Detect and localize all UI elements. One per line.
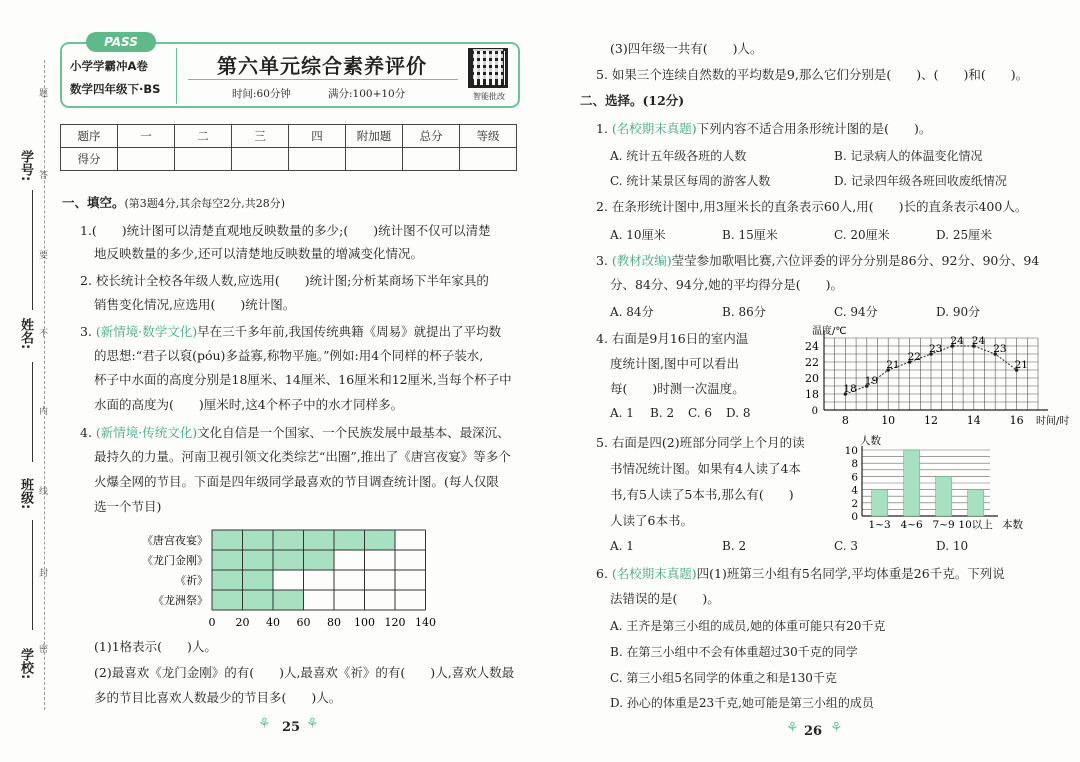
option-b[interactable]: B. 15厘米: [722, 228, 778, 242]
choice-5-line2: 书情况统计图。如果有4人读了4本: [610, 461, 801, 476]
section-2-heading: 二、选择。(12分): [580, 93, 685, 108]
binding-mark: 内: [39, 407, 49, 417]
table-header-cell: 二: [175, 125, 232, 148]
question-2-line1: 2. 校长统计全校各年级人数,应选用( )统计图;分析某商场下半年家具的: [80, 273, 489, 288]
choice-5-line3: 书,有5人读了5本书,那么有( ): [610, 487, 794, 502]
series-name: 小学学霸冲A卷: [70, 59, 148, 73]
tick-label: 120: [384, 616, 406, 629]
tick-label: 10: [881, 414, 896, 427]
data-label: 23: [929, 343, 943, 355]
score-cell[interactable]: [118, 148, 175, 171]
binding-line: [44, 60, 45, 710]
data-label: 19: [864, 375, 879, 387]
question-4-line4: 选一个节目): [94, 499, 162, 514]
table-header-cell: 三: [232, 125, 289, 148]
bar: [904, 450, 920, 516]
question-text: 早在三千多年前,我国传统典籍《周易》就提出了平均数: [197, 324, 502, 339]
title-rule: [188, 79, 458, 80]
tick-label: 10: [844, 445, 858, 457]
reading-bar-chart: [830, 430, 1050, 534]
question-3-line3: 杯子中水面的高度分别是18厘米、14厘米、16厘米和12厘米,当每个杯子中: [94, 372, 512, 387]
question-text: 下列内容不适合用条形统计图的是( )。: [696, 121, 932, 136]
category-label: 10以上: [958, 519, 993, 531]
tick-label: 18: [805, 388, 819, 401]
option-b[interactable]: B. 2: [722, 539, 747, 553]
table-header-cell: 附加题: [346, 125, 403, 148]
tick-label: 20: [805, 372, 819, 385]
score-cell[interactable]: [346, 148, 403, 171]
tick-label: 6: [851, 471, 858, 484]
sprout-icon: ⚘: [306, 716, 319, 732]
choice-6-line1: 6. (名校期末真题)四(1)班第三小组有5名同学,平均体重是26千克。下列说: [596, 566, 1005, 581]
option-c[interactable]: C. 6: [688, 406, 713, 420]
question-3-line2: 的思想:“君子以裒(póu)多益寡,称物平施。”例如:用4个同样的杯子装水,: [94, 348, 484, 363]
question-4-sub2-line2: 多的节目比喜欢人数最少的节目多( )人。: [94, 690, 342, 705]
option-a[interactable]: A. 84分: [610, 305, 654, 319]
binding-mark: 不: [39, 329, 49, 339]
question-4-line1: 4. (新情境·传统文化)文化自信是一个国家、一个民族发展中最基本、最深沉、: [80, 425, 510, 440]
pass-logo: PASS: [86, 32, 156, 52]
table-header-cell: 等级: [460, 125, 517, 148]
question-text: 文化自信是一个国家、一个民族发展中最基本、最深沉、: [197, 425, 510, 440]
table-row: [61, 125, 517, 148]
tick-label: 16: [1009, 414, 1024, 427]
option-c[interactable]: C. 20厘米: [834, 228, 890, 242]
page-title: 第六单元综合素养评价: [217, 54, 427, 78]
section-note: (第3题4分,其余每空2分,共28分): [124, 197, 286, 210]
tick-label: 100: [354, 616, 375, 629]
question-2-line2: 销售变化情况,应选用( )统计图。: [94, 297, 296, 312]
data-label: 24: [971, 335, 986, 347]
category-label: 《龙洲祭》: [153, 594, 208, 607]
tick-label: 8: [851, 458, 858, 471]
category-label: 7~9: [932, 519, 955, 531]
option-d[interactable]: D. 25厘米: [936, 228, 993, 242]
option-d[interactable]: D. 记录四年级各班回收废纸情况: [834, 174, 1007, 188]
tick-label: 0: [811, 406, 818, 417]
option-a[interactable]: A. 10厘米: [610, 228, 666, 242]
x-axis-label: 本数: [1002, 519, 1023, 531]
tick-label: 22: [805, 356, 819, 369]
choice-2: 2. 在条形统计图中,用3厘米长的直条表示60人,用( )长的直条表示400人。: [596, 199, 1028, 214]
question-3-line4: 水面的高度为( )厘米时,这4个杯子中的水才同样多。: [94, 397, 404, 412]
score-row-label: 得分: [61, 148, 118, 171]
option-d[interactable]: D. 孙心的体重是23千克,她可能是第三小组的成员: [610, 696, 874, 710]
binding-mark: 线: [39, 487, 49, 497]
choice-6-line2: 法错误的是( )。: [610, 591, 720, 606]
section-1-heading: [62, 194, 285, 213]
y-axis-label: 温度/℃: [812, 326, 847, 337]
question-tag: (新情境·数学文化): [95, 324, 198, 339]
option-b[interactable]: B. 86分: [722, 305, 766, 319]
header-box: [60, 35, 520, 108]
binding-mark: 题: [39, 89, 49, 99]
question-tag: (名校期末真题): [611, 566, 697, 581]
option-b[interactable]: B. 2: [650, 406, 675, 420]
score-cell[interactable]: [460, 148, 517, 171]
choice-5-line4: 人读了6本书。: [610, 513, 693, 528]
question-tag: (名校期末真题): [611, 121, 697, 136]
choice-4-line3: 每( )时测一次温度。: [610, 381, 745, 396]
option-c[interactable]: C. 统计某景区每周的游客人数: [610, 174, 771, 188]
bar: [212, 590, 304, 610]
bar: [936, 476, 952, 516]
tick-label: 24: [805, 340, 819, 353]
binding-mark: 封: [39, 569, 49, 579]
question-4-sub3: (3)四年级一共有( )人。: [610, 41, 763, 56]
binding-mark: 要: [39, 251, 49, 261]
data-label: 23: [993, 343, 1007, 355]
tick-label: 12: [924, 414, 938, 427]
score-cell[interactable]: [232, 148, 289, 171]
bar: [872, 490, 888, 516]
tick-label: 60: [296, 616, 311, 629]
time-limit: 时间:60分钟: [232, 88, 291, 100]
id-underline: [32, 190, 33, 310]
score-cell[interactable]: [289, 148, 346, 171]
page-number: 26: [804, 724, 823, 739]
tick-label: 20: [235, 616, 250, 629]
program-bar-chart: [110, 524, 460, 634]
sprout-icon: ⚘: [830, 720, 843, 736]
table-header-cell: 一: [118, 125, 175, 148]
choice-4-line2: 度统计图,图中可以看出: [610, 356, 739, 371]
choice-3-line2: 分、84分、94分,她的平均得分是( )。: [610, 277, 844, 292]
tick-label: 4: [851, 484, 858, 497]
score-cell[interactable]: [175, 148, 232, 171]
grade-label: 数学四年级下·BS: [70, 82, 161, 96]
section-title: 一、填空。: [62, 195, 125, 210]
table-header-cell: 四: [289, 125, 346, 148]
question-5: 5. 如果三个连续自然数的平均数是9,那么它们分别是( )、( )和( )。: [596, 67, 1029, 82]
data-label: 24: [950, 335, 964, 347]
option-a[interactable]: A. 王齐是第三小组的成员,她的体重可能只有20千克: [610, 619, 886, 633]
category-label: 《唐宫夜宴》: [142, 534, 208, 547]
class-underline: [32, 520, 33, 630]
option-b[interactable]: B. 在第三小组中不会有体重超过30千克的同学: [610, 645, 858, 659]
header-divider: [176, 48, 177, 104]
question-text: 四(1)班第三小组有5名同学,平均体重是26千克。下列说: [696, 566, 1005, 581]
option-d[interactable]: D. 90分: [936, 305, 981, 319]
question-4-sub1: (1)1格表示( )人。: [94, 639, 217, 654]
class-label: 班级:: [18, 478, 33, 510]
binding-mark: 密: [39, 645, 49, 655]
option-a[interactable]: A. 1: [610, 406, 634, 420]
data-label: 18: [843, 383, 857, 395]
question-tag: (教材改编): [611, 253, 672, 268]
category-label: 4~6: [900, 519, 923, 531]
student-id-label: 学号:: [18, 150, 33, 182]
tick-label: 8: [841, 414, 849, 427]
choice-5-line1: 5. 右面是四(2)班部分同学上个月的读: [596, 435, 805, 450]
school-label: 学校:: [18, 648, 33, 680]
question-1-line1: 1.( )统计图可以清楚直观地反映数量的多少;( )统计图不仅可以清楚: [80, 223, 491, 238]
data-label: 21: [886, 359, 900, 371]
qr-pattern-icon: [473, 49, 503, 79]
x-axis-label: 时间/时: [1036, 416, 1070, 427]
option-a[interactable]: A. 统计五年级各班的人数: [610, 149, 747, 163]
question-4-line3: 火爆全网的节目。下面是四年级同学最喜欢的节目调查统计图。(每人仅限: [94, 474, 499, 489]
option-d[interactable]: D. 8: [726, 406, 751, 420]
bar: [968, 490, 984, 516]
score-table: [60, 124, 517, 171]
right-page: [540, 0, 1080, 762]
tick-label: 2: [851, 497, 858, 510]
score-cell[interactable]: [403, 148, 460, 171]
data-label: 21: [1014, 359, 1028, 371]
option-d[interactable]: D. 10: [936, 539, 969, 553]
option-b[interactable]: B. 记录病人的体温变化情况: [834, 149, 983, 163]
temperature-line-chart: [776, 322, 1076, 430]
option-a[interactable]: A. 1: [610, 539, 634, 553]
question-1-line2: 地反映数量的多少,还可以清楚地反映数量的增减变化情况。: [94, 246, 423, 261]
category-label: 《龙门金刚》: [142, 554, 208, 567]
question-text: 莹莹参加歌唱比赛,六位评委的评分分别是86分、92分、90分、94: [671, 253, 1040, 268]
table-header-cell: 题序: [61, 125, 118, 148]
full-score: 满分:100+10分: [328, 88, 406, 100]
category-label: 《祈》: [175, 574, 208, 587]
data-label: 22: [907, 351, 921, 363]
question-3-line1: 3. (新情境·数学文化)早在三千多年前,我国传统典籍《周易》就提出了平均数: [80, 324, 502, 339]
sprout-icon: ⚘: [258, 716, 271, 732]
question-tag: (新情境·传统文化): [95, 425, 198, 440]
choice-4-line1: 4. 右面是9月16日的室内温: [596, 331, 749, 346]
tick-label: 0: [851, 511, 858, 523]
question-4-sub2-line1: (2)最喜欢《龙门金刚》的有( )人,最喜欢《祈》的有( )人,喜欢人数最: [94, 665, 515, 680]
question-4-line2: 最持久的力量。河南卫视引领文化类综艺“出圈”,推出了《唐宫夜宴》等多个: [94, 449, 511, 464]
option-c[interactable]: C. 第三小组5名同学的体重之和是130千克: [610, 671, 837, 685]
tick-label: 140: [415, 616, 436, 629]
y-axis-label: 人数: [860, 435, 881, 447]
table-header-cell: 总分: [403, 125, 460, 148]
tick-label: 80: [327, 616, 341, 629]
tick-label: 14: [966, 414, 981, 427]
choice-3-line1: 3. (教材改编)莹莹参加歌唱比赛,六位评委的评分分别是86分、92分、90分、94: [596, 253, 1040, 268]
option-c[interactable]: C. 3: [834, 539, 859, 553]
tick-label: 40: [266, 616, 280, 629]
category-label: 1~3: [868, 519, 891, 531]
name-label: 姓名:: [18, 318, 33, 350]
name-underline: [32, 362, 33, 462]
choice-1: 1. (名校期末真题)下列内容不适合用条形统计图的是( )。: [596, 121, 932, 136]
option-c[interactable]: C. 94分: [834, 305, 878, 319]
table-row: [61, 148, 517, 171]
page-number: 25: [282, 720, 301, 735]
tick-label: 0: [208, 616, 216, 629]
qr-label: 智能批改: [473, 92, 505, 101]
sprout-icon: ⚘: [786, 720, 799, 736]
binding-mark: 答: [39, 171, 49, 181]
